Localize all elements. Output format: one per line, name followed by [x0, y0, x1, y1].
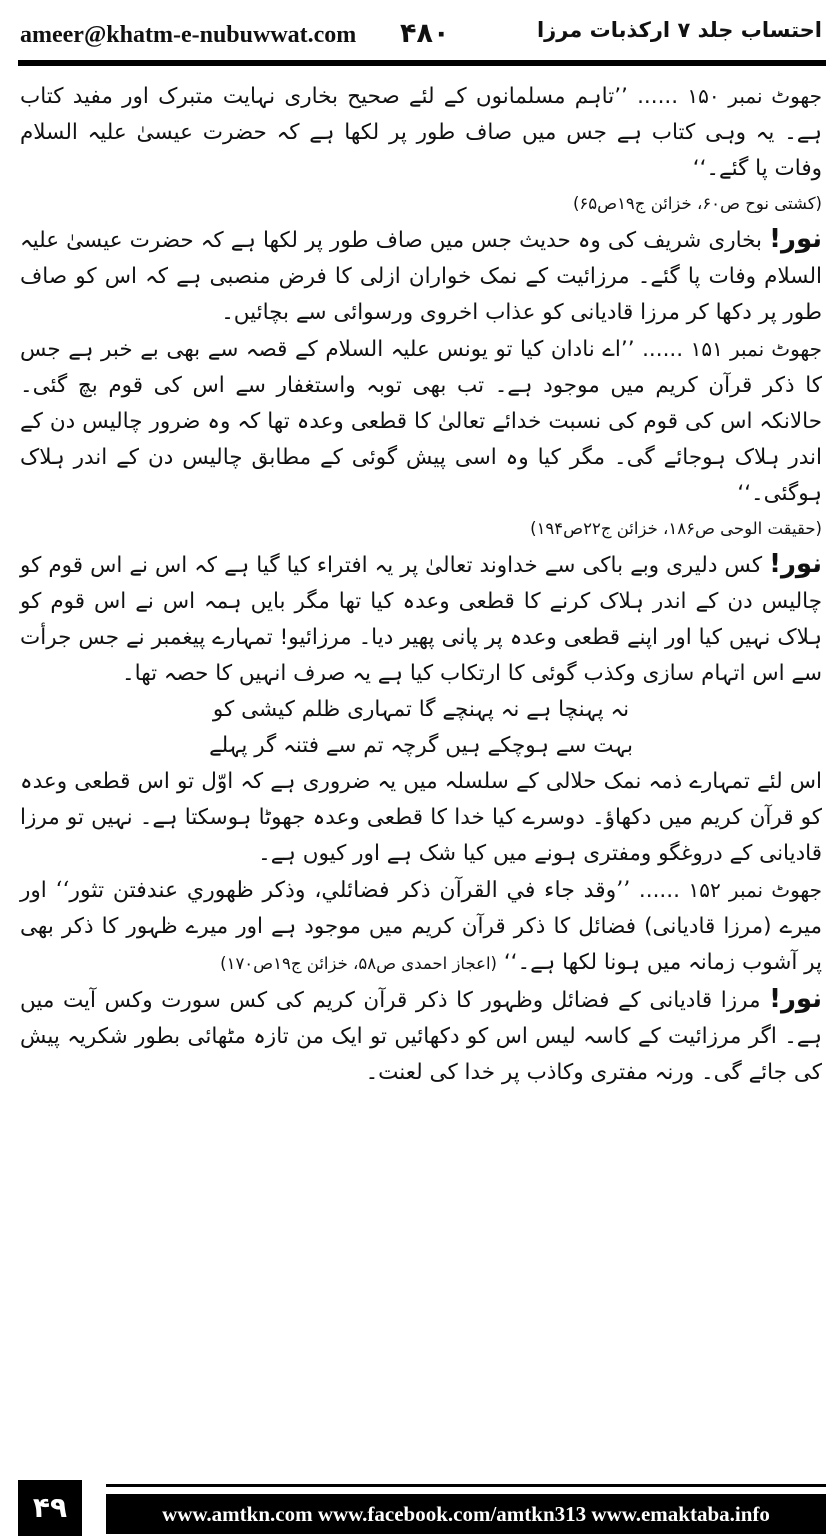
lie-150-reference: (کشتی نوح ص۶۰، خزائن ج۱۹ص۶۵) [572, 194, 822, 213]
lie-151-paragraph [20, 331, 822, 512]
verse-line-2: بہت سے ہوچکے ہیں گرچہ تم سے فتنہ گر پہلے [209, 733, 633, 758]
lie-151-reference: (حقیقت الوحی ص۱۸۶، خزائن ج۲۲ص۱۹۴) [530, 519, 822, 538]
noor-2-paragraph [20, 546, 822, 692]
lie-151-label: جھوٹ نمبر ۱۵۱ [690, 337, 822, 361]
lie-150-paragraph [20, 78, 822, 187]
lie-152-reference: (اعجاز احمدی ص۵۸، خزائن ج۱۹ص۱۷۰) [220, 954, 497, 973]
page-header [18, 14, 826, 56]
header-divider [18, 60, 826, 66]
page-footer [18, 1480, 826, 1540]
lie-152-arabic: ’’وقد جاء في القرآن ذكر فضائلي، وذكر ظهوري عندفتن تثور‘‘ [55, 878, 631, 903]
lie-152-text: اور میرے (مرزا قادیانی) فضائل کا ذکر قرآن کریم میں موجود ہے اور میرے ظہور کا ذکر بھی پر آشوب زمانہ میں ہونا لکھا ہے۔‘‘ [20, 878, 822, 975]
noor-3-lead: نور! [769, 984, 822, 1014]
lie-150-text: ...... ’’تاہم مسلمانوں کے لئے صحیح بخاری نہایت متبرک اور مفید کتاب ہے۔ یہ وہی کتاب ہے جس میں صاف طور پر لکھا ہے کہ حضرت عیسیٰ علیہ السلام وفات پا گئے۔‘‘ [20, 84, 822, 181]
lie-152-paragraph [20, 872, 822, 981]
noor-2-lead: نور! [769, 549, 822, 579]
noor-3-paragraph [20, 981, 822, 1091]
header-book-title: احتساب جلد ۷ ارکذبات مرزا [536, 18, 822, 42]
verse-line-1: نہ پہنچا ہے نہ پہنچے گا تمہاری ظلم کیشی کو [212, 697, 630, 722]
header-page-number: ۴۸۰ [400, 18, 450, 49]
header-email: ameer@khatm-e-nubuwwat.com [20, 22, 357, 48]
footer-page-box: ۴۹ [18, 1480, 82, 1536]
lie-152-label: جھوٹ نمبر ۱۵۲ [688, 878, 822, 902]
footer-divider [106, 1484, 826, 1487]
lie-151-text: ...... ’’اے نادان کیا تو یونس علیہ السلام کے قصہ سے بھی بے خبر ہے جس کا ذکر قرآن کریم میں موجود ہے۔ تب بھی توبہ واستغفار سے اس کی قوم بچ گئی۔ حالانکہ اس کی قوم کی نسبت خدائے تعالیٰ کا قطعی وعدہ تھا کہ وہ ضرور چالیس دن کے اندر ہلاک ہوجائے گی۔ مگر کیا وہ اسی پیش گوئی کے مطابق چالیس دن کے اندر ہلاک ہوگئی۔‘‘ [20, 337, 822, 506]
noor-3-text: مرزا قادیانی کے فضائل وظہور کا ذکر قرآن کریم کی کس سورت وکس آیت میں ہے۔ اگر مرزائیت کے کاسہ لیس اس کو دکھائیں تو ایک من تازہ مٹھائی بطور شکریہ پیش کی جائے گی۔ ورنہ مفتری وکاذب پر خدا کی لعنت۔ [20, 988, 822, 1085]
lie-150-label: جھوٹ نمبر ۱۵۰ [687, 84, 822, 108]
footer-links[interactable]: www.amtkn.com www.facebook.com/amtkn313 www.emaktaba.info [106, 1494, 826, 1534]
lie-152-dots: ...... [638, 878, 680, 903]
noor-1-text: بخاری شریف کی وہ حدیث جس میں صاف طور پر لکھا ہے کہ حضرت عیسیٰ علیہ السلام وفات پا گئے۔ مرزائیت کے نمک خواران ازلی کا فرض منصبی ہے کہ اس کو صاف طور پر دکھا کر مرزا قادیانی کو عذاب اخروی ورسوائی سے بچائیں۔ [20, 228, 822, 325]
noor-1-paragraph [20, 221, 822, 331]
page-body [20, 78, 822, 1091]
paragraph-3: اس لئے تمہارے ذمہ نمک حلالی کے سلسلہ میں یہ ضروری ہے کہ اوّل تو اس قطعی وعدہ کو قرآن کریم میں دکھاؤ۔ دوسرے کیا خدا کا قطعی وعدہ جھوٹا ہوسکتا ہے۔ نہیں تو مرزا قادیانی کے دروغگو ومفتری ہونے میں کیا شک ہے اور کیوں ہے۔ [20, 769, 822, 866]
noor-1-lead: نور! [769, 224, 823, 254]
noor-2-text: کس دلیری وبے باکی سے خداوند تعالیٰ پر یہ افتراء کیا گیا ہے کہ اس نے اس قوم کو چالیس دن کے اندر ہلاک کرنے کا قطعی وعدہ کیا تھا مگر بایں ہمہ اس نے اس قوم کو ہلاک نہیں کیا اور اپنے قطعی وعدہ پر پانی پھیر دیا۔ مرزائیو! تمہارے پیغمبر نے جس جرأت سے اس اتہام سازی وکذب گوئی کا ارتکاب کیا ہے یہ صرف انہیں کا حصہ تھا۔ [20, 553, 822, 686]
